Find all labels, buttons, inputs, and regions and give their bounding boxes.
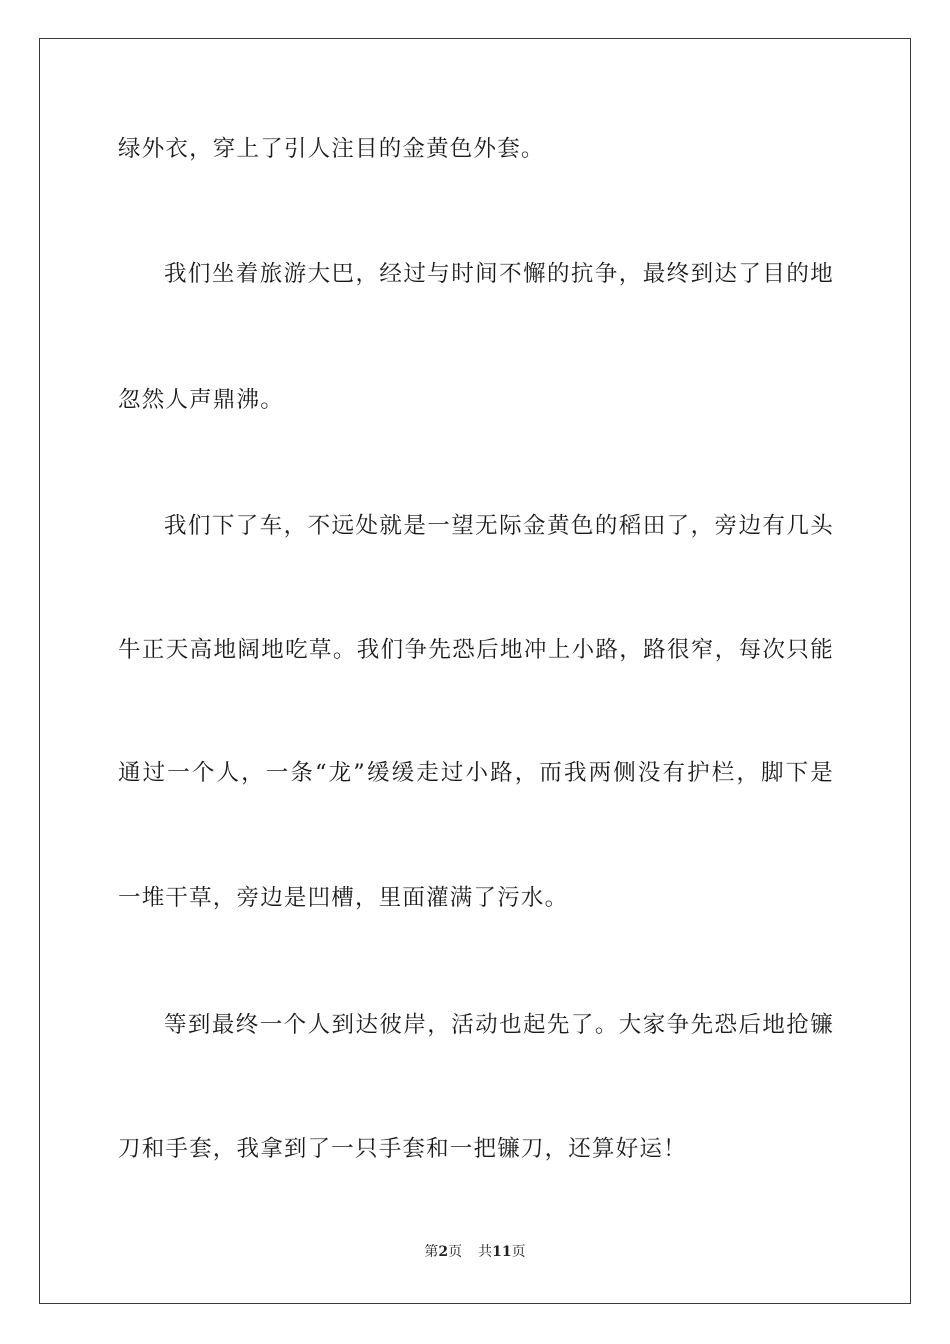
- total-pages: 11: [492, 1244, 512, 1260]
- text-line: 忽然人声鼎沸。: [118, 387, 284, 413]
- text-line: 刀和手套，我拿到了一只手套和一把镰刀，还算好运！: [118, 1136, 687, 1162]
- page-prefix: 第: [424, 1244, 439, 1260]
- text-line: 牛正天高地阔地吃草。我们争先恐后地冲上小路，路很窄，每次只能: [118, 637, 834, 663]
- total-suffix: 页: [511, 1244, 526, 1260]
- page-number: 2: [438, 1244, 449, 1260]
- text-line: 我们坐着旅游大巴，经过与时间不懈的抗争，最终到达了目的地: [164, 261, 834, 287]
- page-footer: [0, 1243, 950, 1261]
- text-line: 我们下了车，不远处就是一望无际金黄色的稻田了，旁边有几头: [164, 513, 834, 539]
- page-suffix: 页: [448, 1244, 463, 1260]
- text-line: 等到最终一个人到达彼岸，活动也起先了。大家争先恐后地抢镰: [164, 1012, 834, 1038]
- text-line: 绿外衣，穿上了引人注目的金黄色外套。: [118, 136, 545, 162]
- text-line: 通过一个人，一条“龙”缓缓走过小路，而我两侧没有护栏，脚下是: [118, 760, 834, 786]
- text-line: 一堆干草，旁边是凹槽，里面灌满了污水。: [118, 885, 569, 911]
- page-border: [39, 38, 911, 1304]
- total-prefix: 共: [478, 1244, 493, 1260]
